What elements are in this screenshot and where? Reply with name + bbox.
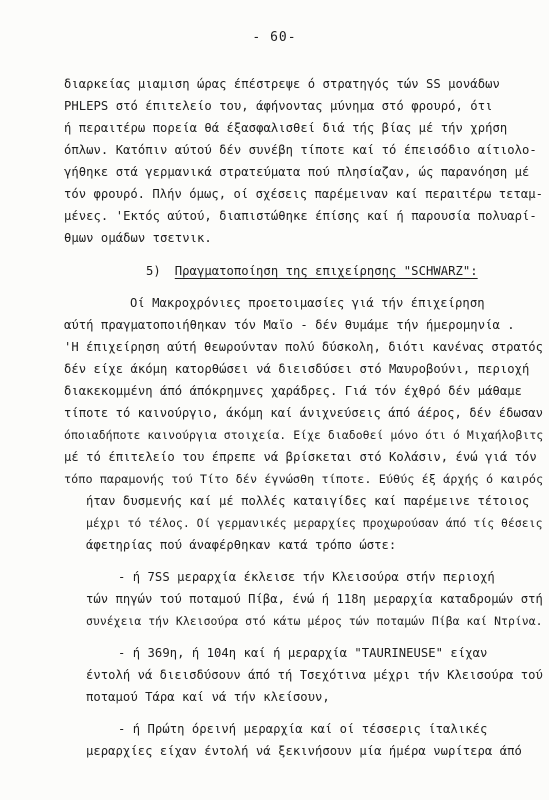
text-line: - ή Πρώτη όρεινή μεραρχία καί οί τέσσερις ίταλικές <box>118 722 488 736</box>
text-line: μένες. 'Εκτός αύτού, διαπιστώθηκε έπίσης καί ή παρουσία πολυαρί- <box>64 209 537 223</box>
text-line: τών πηγών τού ποταμού Πίβα, ένώ ή 118η μεραρχία καταδρομών στή <box>86 592 543 606</box>
section-heading <box>146 263 478 279</box>
text-line: ή περαιτέρω πορεία θά έξασφαλισθεί διά τής βίας μέ τήν χρήση <box>64 121 508 135</box>
page-number: - 60- <box>252 30 297 45</box>
section-number: 5) <box>146 264 161 278</box>
text-line: ποταμού Τάρα καί νά τήν κλείσουν, <box>86 690 330 704</box>
text-line: μέ τό έπιτελείο του έπρεπε νά βρίσκεται στό Κολάσιν, ένώ γιά τόν <box>64 450 537 464</box>
text-line: Οί Μακροχρόνιες προετοιμασίες γιά τήν έπιχείρηση <box>130 296 485 310</box>
text-line: - ή 7SS μεραρχία έκλεισε τήν Κλεισούρα στήν περιοχή <box>118 570 495 584</box>
text-line: άφετηρίας πού άναφέρθηκαν κατά τρόπο ώστε: <box>86 538 397 552</box>
text-line: τίποτε τό καινούργιο, άκόμη καί άνιχνεύσεις άπό άέρος, δέν έδωσαν <box>64 406 543 420</box>
text-line: - ή 369η, ή 104η καί ή μεραρχία "TAURINEUSE" είχαν <box>118 646 488 660</box>
text-line: δέν είχε άκόμη κατορθώσει νά διεισδύσει στό Μαυροβούνι, περιοχή <box>64 362 530 376</box>
text-line: ήταν δυσμενής καί μέ πολλές καταιγίδες καί παρέμεινε τέτοιος <box>86 494 530 508</box>
text-line: μεραρχίες είχαν έντολή νά ξεκινήσουν μία ήμέρα νωρίτερα άπό <box>86 744 522 758</box>
text-line: διαρκείας μιαμιση ώρας έπέστρεψε ό στρατηγός τών SS μονάδων <box>64 77 500 91</box>
text-line: τόν φρουρό. Πλήν όμως, οί σχέσεις παρέμειναν καί περαιτέρω τεταμ- <box>64 187 543 201</box>
text-line: όποιαδήποτε καινούργια στοιχεία. Είχε διαδοθεί μόνο ότι ό Μιχαήλοβιτς <box>64 428 544 442</box>
text-line: 'Η έπιχείρηση αύτή θεωρούνταν πολύ δύσκολη, διότι κανένας στρατός <box>64 340 543 354</box>
text-line: τόπο παραμονής τού Τίτο δέν έγνώσθη τίποτε. Εύθύς έξ άρχής ό καιρός <box>64 472 544 486</box>
text-line: έντολή νά διεισδύσουν άπό τή Τσεχότινα μέχρι τήν Κλεισούρα τού <box>86 668 543 682</box>
text-line: συνέχεια τήν Κλεισούρα στό κάτω μέρος τών ποταμών Πίβα καί Ντρίνα. <box>86 614 543 628</box>
text-line: γήθηκε στά γερμανικά στρατεύματα πού πλησίαζαν, ώς παρανόηση μέ <box>64 165 530 179</box>
text-line: PHLEPS στό έπιτελείο του, άφήνοντας μύνημα στό φρουρό, ότι <box>64 99 493 113</box>
text-line: μέχρι τό τέλος. Οί γερμανικές μεραρχίες προχωρούσαν άπό τίς θέσεις <box>86 516 543 530</box>
text-line: θμων ομάδων τσετνικ. <box>64 231 212 245</box>
section-title: Πραγματοποίηση της επιχείρησης "SCHWARZ": <box>174 264 478 278</box>
text-line: αύτή πραγματοποιήθηκαν τόν Μαϊο - δέν θυμάμε τήν ήμερομηνία . <box>64 318 515 332</box>
text-line: διακεκομμένη άπό άπόκρημνες χαράδρες. Γιά τόν έχθρό δέν μάθαμε <box>64 384 523 398</box>
text-line: όπλων. Κατόπιν αύτού δέν συνέβη τίποτε καί τό έπεισόδιο αίτιολο- <box>64 143 537 157</box>
